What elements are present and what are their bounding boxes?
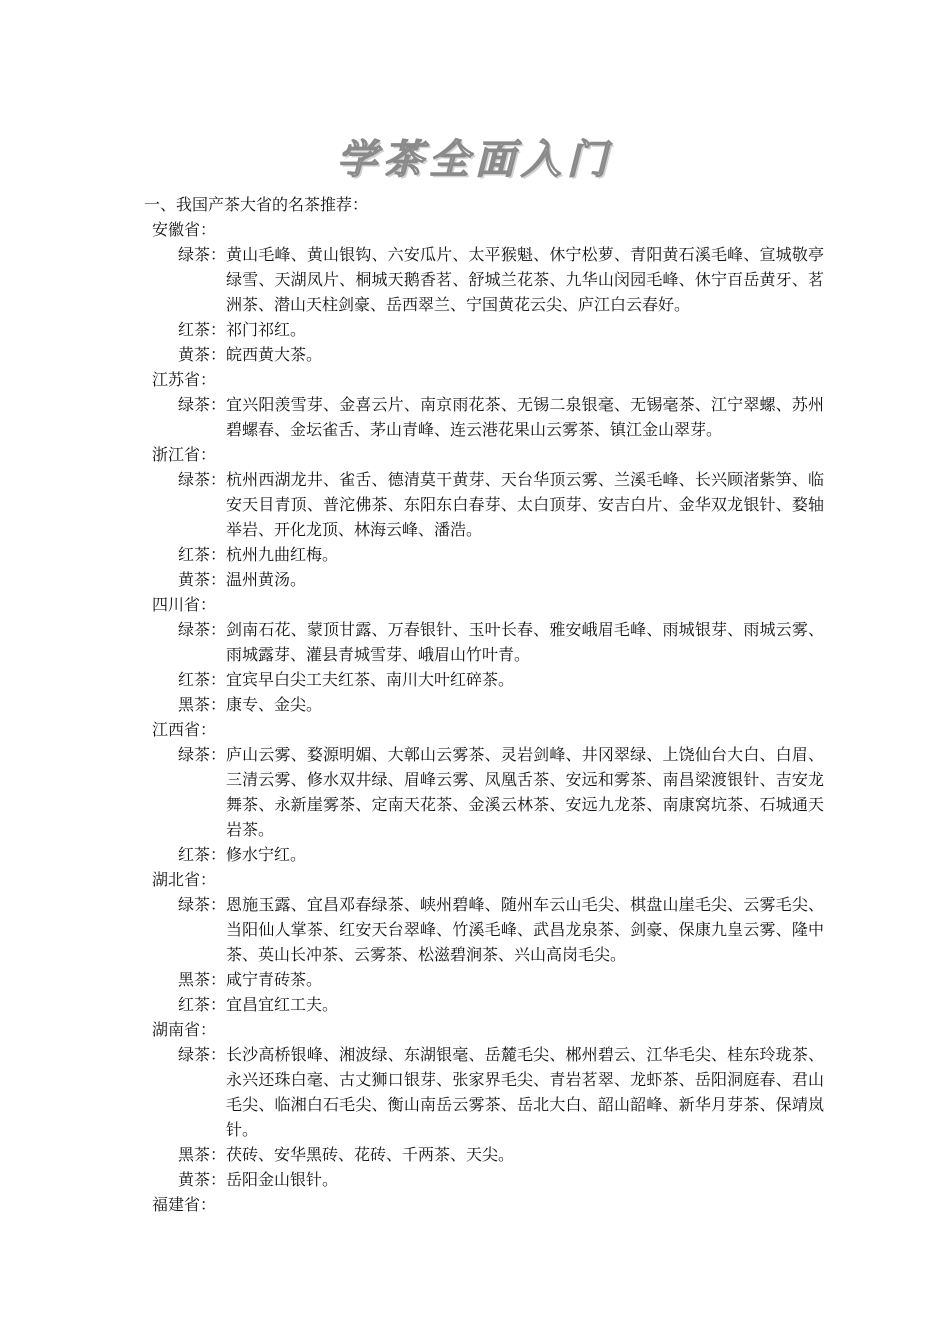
tea-category-label: 黄茶： bbox=[178, 570, 227, 589]
tea-list: 茯砖、安华黑砖、花砖、千两茶、天尖。 bbox=[226, 1145, 515, 1164]
tea-category bbox=[144, 692, 824, 717]
tea-list: 咸宁青砖茶。 bbox=[226, 970, 323, 989]
tea-category bbox=[144, 617, 824, 667]
tea-list: 皖西黄大茶。 bbox=[226, 345, 323, 364]
tea-list: 宜昌宜红工夫。 bbox=[226, 995, 339, 1014]
document-title: 学茶全面入门 bbox=[337, 136, 613, 183]
tea-category bbox=[144, 742, 824, 842]
tea-category-label: 绿茶： bbox=[178, 1045, 227, 1064]
province-heading: 福建省： bbox=[152, 1195, 217, 1214]
tea-category bbox=[144, 467, 824, 542]
tea-category-label: 黄茶： bbox=[178, 345, 227, 364]
tea-list: 恩施玉露、宜昌邓春绿茶、峡州碧峰、随州车云山毛尖、棋盘山崖毛尖、云雾毛尖、当阳仙人掌茶、红安天台翠峰、竹溪毛峰、武昌龙泉茶、剑豪、保康九皇云雾、隆中茶、英山长冲茶、云雾茶、松滋碧涧茶、兴山高岗毛尖。 bbox=[226, 895, 824, 964]
tea-category-label: 绿茶： bbox=[178, 245, 227, 264]
tea-category bbox=[144, 242, 824, 317]
tea-list: 庐山云雾、婺源明媚、大鄣山云雾茶、灵岩剑峰、井冈翠绿、上饶仙台大白、白眉、三清云雾、修水双井绿、眉峰云雾、凤凰舌茶、安远和雾茶、南昌梁渡银针、吉安龙舞茶、永新崖雾茶、定南天花茶、金溪云林茶、安远九龙茶、南康窝坑茶、石城通天岩茶。 bbox=[226, 745, 824, 839]
tea-category bbox=[144, 542, 824, 567]
tea-category bbox=[144, 1167, 824, 1192]
tea-list: 祁门祁红。 bbox=[226, 320, 307, 339]
section-heading: 一、我国产茶大省的名茶推荐： bbox=[144, 195, 369, 214]
tea-list: 杭州九曲红梅。 bbox=[226, 545, 339, 564]
province-heading: 四川省： bbox=[152, 595, 217, 614]
tea-category-label: 绿茶： bbox=[178, 395, 227, 414]
tea-category-label: 绿茶： bbox=[178, 470, 227, 489]
tea-list: 宜宾早白尖工夫红茶、南川大叶红碎茶。 bbox=[226, 670, 515, 689]
province-heading: 湖南省： bbox=[152, 1020, 217, 1039]
tea-category-label: 红茶： bbox=[178, 320, 227, 339]
tea-category bbox=[144, 317, 824, 342]
tea-category-label: 黑茶： bbox=[178, 695, 227, 714]
tea-list: 温州黄汤。 bbox=[226, 570, 307, 589]
tea-category bbox=[144, 392, 824, 442]
tea-category bbox=[144, 567, 824, 592]
tea-list: 黄山毛峰、黄山银钩、六安瓜片、太平猴魁、休宁松萝、青阳黄石溪毛峰、宣城敬亭绿雪、天湖凤片、桐城天鹅香茗、舒城兰花茶、九华山闵园毛峰、休宁百岳黄牙、茗洲茶、潜山天柱剑豪、岳西翠兰、宁国黄花云尖、庐江白云春好。 bbox=[226, 245, 824, 314]
tea-category-label: 红茶： bbox=[178, 670, 227, 689]
document-body bbox=[144, 192, 824, 1217]
tea-category bbox=[144, 992, 824, 1017]
tea-category bbox=[144, 1142, 824, 1167]
tea-list: 修水宁红。 bbox=[226, 845, 307, 864]
province-heading: 浙江省： bbox=[152, 445, 217, 464]
tea-category-label: 绿茶： bbox=[178, 620, 227, 639]
tea-category bbox=[144, 342, 824, 367]
tea-list: 岳阳金山银针。 bbox=[226, 1170, 339, 1189]
tea-category-label: 黄茶： bbox=[178, 1170, 227, 1189]
province-heading: 江西省： bbox=[152, 720, 217, 739]
tea-list: 康专、金尖。 bbox=[226, 695, 323, 714]
tea-category bbox=[144, 667, 824, 692]
tea-category-label: 绿茶： bbox=[178, 745, 227, 764]
tea-category-label: 红茶： bbox=[178, 995, 227, 1014]
tea-category bbox=[144, 967, 824, 992]
tea-list: 杭州西湖龙井、雀舌、德清莫干黄芽、天台华顶云雾、兰溪毛峰、长兴顾渚紫笋、临安天目青顶、普沱佛茶、东阳东白春芽、太白顶芽、安吉白片、金华双龙银针、婺轴举岩、开化龙顶、林海云峰、潘浩。 bbox=[226, 470, 824, 539]
tea-category-label: 绿茶： bbox=[178, 895, 227, 914]
tea-list: 长沙高桥银峰、湘波绿、东湖银毫、岳麓毛尖、郴州碧云、江华毛尖、桂东玲珑茶、永兴还珠白毫、古丈狮口银芽、张家界毛尖、青岩茗翠、龙虾茶、岳阳洞庭春、君山毛尖、临湘白石毛尖、衡山南岳云雾茶、岳北大白、韶山韶峰、新华月芽茶、保靖岚针。 bbox=[226, 1045, 824, 1139]
province-heading: 江苏省： bbox=[152, 370, 217, 389]
tea-category bbox=[144, 842, 824, 867]
province-heading: 安徽省： bbox=[152, 220, 217, 239]
tea-category-label: 黑茶： bbox=[178, 970, 227, 989]
tea-list: 宜兴阳羡雪芽、金喜云片、南京雨花茶、无锡二泉银毫、无锡毫茶、江宁翠螺、苏州碧螺春、金坛雀舌、茅山青峰、连云港花果山云雾茶、镇江金山翠芽。 bbox=[226, 395, 824, 439]
tea-category bbox=[144, 1042, 824, 1142]
tea-category bbox=[144, 892, 824, 967]
province-heading: 湖北省： bbox=[152, 870, 217, 889]
tea-category-label: 红茶： bbox=[178, 545, 227, 564]
tea-category-label: 红茶： bbox=[178, 845, 227, 864]
tea-list: 剑南石花、蒙顶甘露、万春银针、玉叶长春、雅安峨眉毛峰、雨城银芽、雨城云雾、雨城露芽、灌县青城雪芽、峨眉山竹叶青。 bbox=[226, 620, 824, 664]
tea-category-label: 黑茶： bbox=[178, 1145, 227, 1164]
